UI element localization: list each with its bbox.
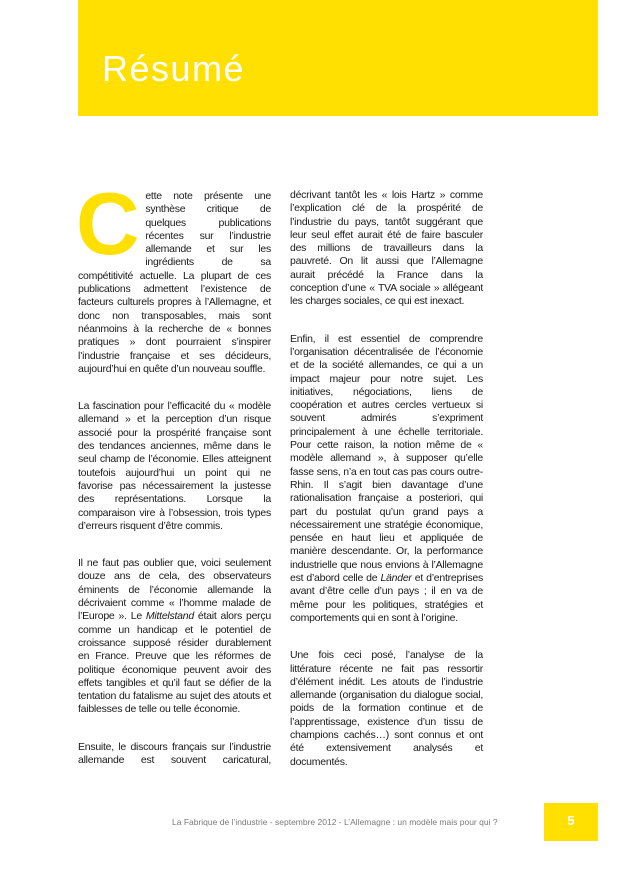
footer-text: La Fabrique de l’industrie - septembre 2012 - L’Allemagne : un modèle mais pour qui ? xyxy=(172,817,498,827)
page-title: Résumé xyxy=(102,48,246,89)
paragraph-fascination: La fascination pour l’efficacité du « modèle allemand » et la perception d’un risque associé pour la prospérité française sont des tendances anciennes, même dans le seul champ de l’économie. Elles atteignent toutefois aujourd’hui un point qui ne favorise pas nécessairement la justesse des représentations. Lorsque la comparaison vire à l’obsession, trois types d’erreurs risquent d’être commis. xyxy=(78,400,271,532)
title-banner xyxy=(78,0,598,116)
page-number-box xyxy=(544,803,598,841)
emphasis-mittelstand: Mittelstand xyxy=(145,610,194,623)
paragraph-ensuite: Ensuite, le discours français sur l’industrie allemande est souvent caricatural, xyxy=(78,740,271,766)
paragraph-mittelstand: Il ne faut pas oublier que, voici seulement douze ans de cela, des observateurs éminents de l’économie allemande la décrivaient comme « l’homme malade de l’Europe ». Le Mittelstand était alors perçu comme un handicap et le potentiel de croissance supposé résider durablement en France. Preuve que les réformes de politique économique peuvent avoir des effets tangibles et qu’il faut se défier de la tentation du fatalisme au sujet des atouts et faiblesses de telle ou telle économie. xyxy=(78,557,271,716)
drop-cap: C xyxy=(76,174,140,273)
intro-paragraph xyxy=(76,174,271,376)
right-column xyxy=(290,189,483,793)
paragraph-enfin: Enfin, il est essentiel de comprendre l’organisation décentralisée de l’économie et de la société allemandes, ce qui a un impact majeur pour notre sujet. Les initiatives, négociations, liens de coopération et autres cercles vertueux si souvent admirés s’expriment principalement à une échelle territoriale. Pour cette raison, la notion même de « modèle allemand », à supposer qu’elle fasse sens, n’a en tout cas pas cours outre-Rhin. Il s’agit bien davantage d’une rationalisation française a posteriori, qui part du postulat qu’un grand pays a nécessairement une stratégie économique, pensée en haut lieu et appliquée de manière descendante. Or, la performance industrielle que nous envions à l’Allemagne est d’abord celle de Länder et d’entreprises avant d’être celle d’un pays ; il en va de même pour les politiques, stratégies et comportements qui en sont à l’origine. xyxy=(290,332,483,624)
left-column xyxy=(76,174,271,791)
page-number: 5 xyxy=(567,813,575,828)
paragraph-hartz: décrivant tantôt les « lois Hartz » comme l’explication clé de la prospérité de l’industrie du pays, tantôt suggérant que leur seul effet aurait été de faire basculer des millions de travailleurs dans la pauvreté. On lit aussi que l’Allemagne aurait précédé la France dans la conception d’une « TVA sociale » allégeant les charges sociales, ce qui est inexact. xyxy=(290,189,483,308)
intro-text: ette note présente une synthèse critique de quelques publications récentes sur l’industrie allemande et sur les ingrédients de sa compétitivité actuelle. La plupart de ces publications admettent l’existence de facteurs culturels propres à l’Allemagne, et donc non transposables, mais sont néanmoins à la recherche de « bonnes pratiques » dont pourraient s’inspirer l’industrie française et ses décideurs, aujourd’hui en quête d’un nouveau souffle. xyxy=(78,190,271,375)
paragraph-analyse: Une fois ceci posé, l’analyse de la littérature récente ne fait pas ressortir d’élément inédit. Les atouts de l’industrie allemande (organisation du dialogue social, poids de la formation continue et de l’apprentissage, existence d’un tissu de champions cachés…) sont connus et ont été extensivement analysés et documentés. xyxy=(290,649,483,768)
emphasis-lander: Länder xyxy=(380,572,412,585)
